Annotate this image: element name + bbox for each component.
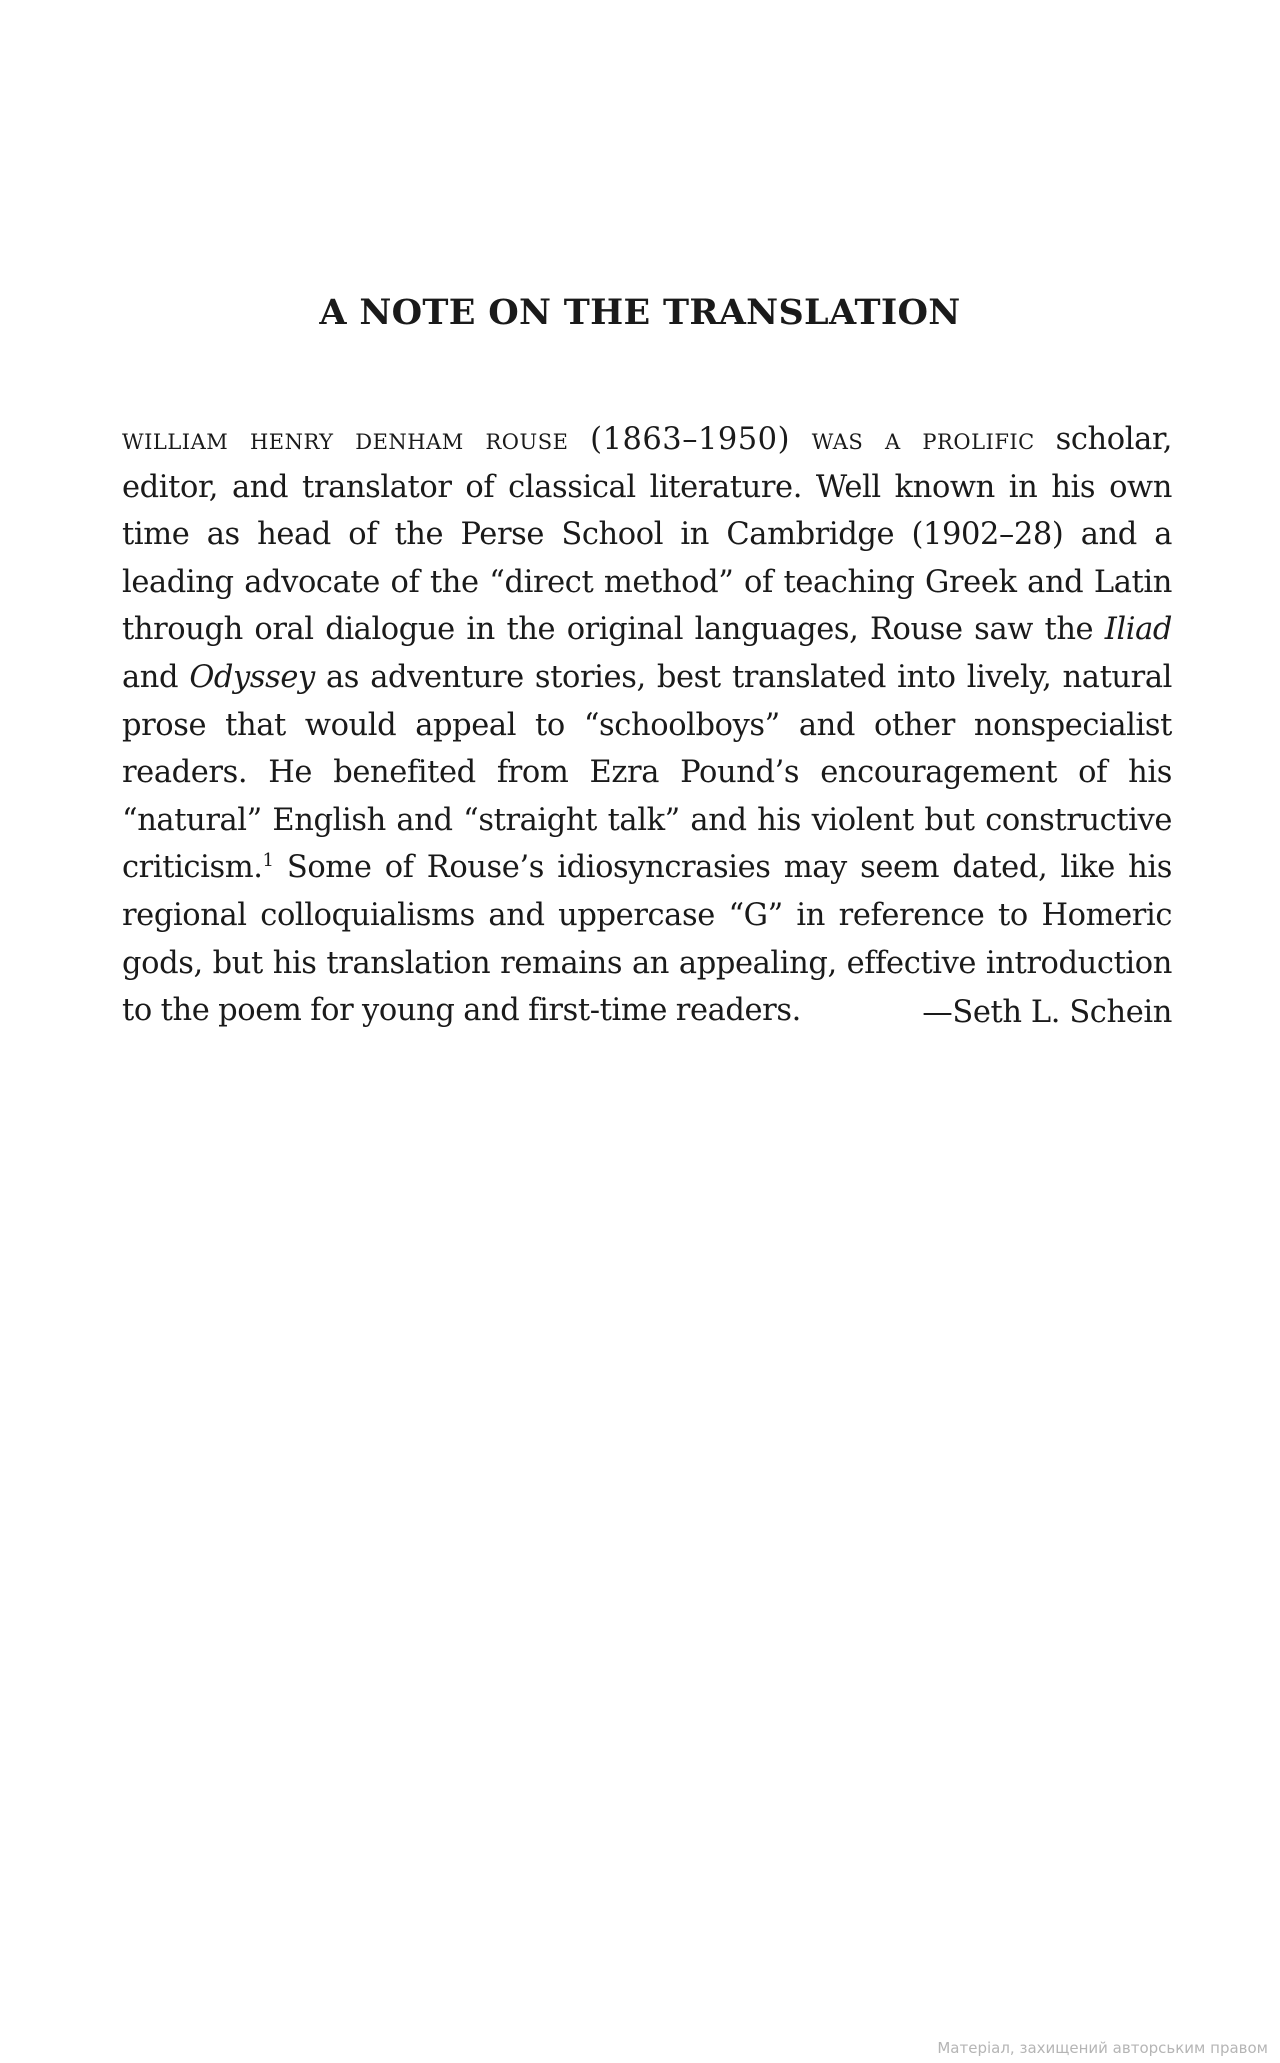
- paragraph-text-3: as adventure stories, best translated into lively, natural prose that would appeal to “schoolboys” and other nonspecialist readers. He benefited from Ezra Pound’s encouragement of his “natural” English and “straight talk” and his violent but constructive criticism.: [122, 659, 1172, 886]
- page-title: A NOTE ON THE TRANSLATION: [319, 292, 961, 333]
- italic-title-iliad: Iliad: [1104, 612, 1172, 648]
- lead-in-smallcaps: william henry denham rouse (1863–1950) was a prolific: [122, 422, 1035, 457]
- body-paragraph: [122, 416, 1172, 1035]
- footnote-marker[interactable]: 1: [262, 850, 274, 872]
- author-signature: —Seth L. Schein: [922, 995, 1172, 1030]
- copyright-watermark: Матеріал, захищений авторським правом: [937, 2039, 1268, 2057]
- italic-title-odyssey: Odyssey: [189, 659, 315, 695]
- paragraph-text-1: scholar, editor, and translator of classical literature. Well known in his own time as head of the Perse School in Cambridge (1902–28) and a leading advocate of the “direct method” of teaching Greek and Latin through oral dialogue in the original languages, Rouse saw the: [122, 422, 1172, 648]
- paragraph-text-2: and: [122, 659, 190, 695]
- paragraph-text-4: Some of Rouse’s idiosyncrasies may seem dated, like his regional colloquialisms and uppercase “G” in reference to Homeric gods, but his translation remains an appealing, effective introduction to the poem for young and first-time readers.: [122, 850, 1172, 1029]
